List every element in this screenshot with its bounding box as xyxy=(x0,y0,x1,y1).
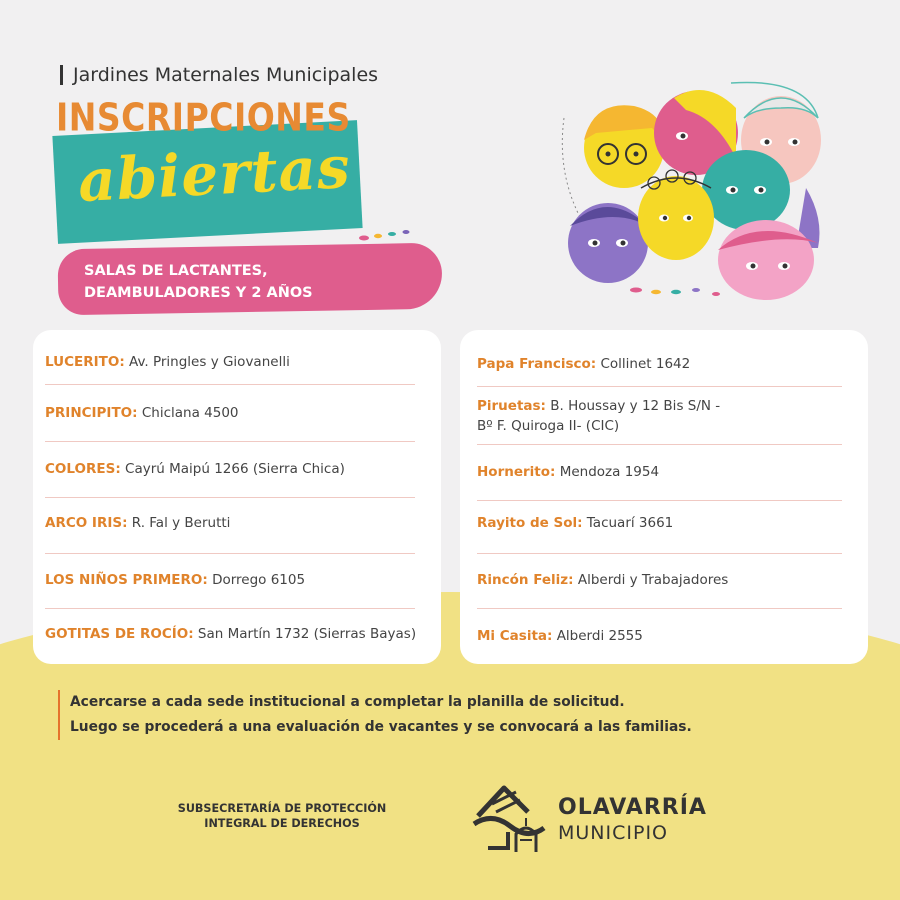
garden-address: B. Houssay y 12 Bis S/N - xyxy=(545,398,721,414)
garden-name: Hornerito: xyxy=(477,464,556,480)
garden-address: San Martín 1732 (Sierras Bayas) xyxy=(193,626,417,642)
subsecretaria-line-1: SUBSECRETARÍA DE PROTECCIÓN xyxy=(177,802,387,815)
subtitle-line-1: SALAS DE LACTANTES, xyxy=(84,263,268,279)
garden-address: Tacuarí 3661 xyxy=(582,515,674,531)
olavarria-logo-icon xyxy=(470,782,550,858)
note-line-2: Luego se procederá a una evaluación de vacantes y se convocará a las familias. xyxy=(70,719,692,735)
logo-name: OLAVARRÍA xyxy=(558,795,707,820)
garden-name: Mi Casita: xyxy=(477,628,553,644)
subsecretaria-line-2: INTEGRAL DE DERECHOS xyxy=(204,817,360,830)
list-item xyxy=(477,354,842,387)
list-item xyxy=(45,513,415,554)
garden-name: Papa Francisco: xyxy=(477,356,597,372)
garden-address: Av. Pringles y Giovanelli xyxy=(124,354,290,370)
garden-name: ARCO IRIS: xyxy=(45,515,128,531)
garden-name: LUCERITO: xyxy=(45,354,125,370)
garden-address: Alberdi y Trabajadores xyxy=(573,572,729,588)
garden-address: Chiclana 4500 xyxy=(137,405,239,421)
title-abiertas: abiertas xyxy=(76,132,353,216)
instructions-note xyxy=(58,690,692,740)
garden-name: PRINCIPITO: xyxy=(45,405,138,421)
garden-address: Alberdi 2555 xyxy=(552,628,643,644)
subsecretaria-label xyxy=(160,801,404,831)
kicker-bar xyxy=(60,65,63,85)
garden-address: Collinet 1642 xyxy=(596,356,691,372)
kicker xyxy=(60,64,378,86)
garden-name: LOS NIÑOS PRIMERO: xyxy=(45,572,208,588)
list-item xyxy=(45,570,415,609)
garden-name: Rincón Feliz: xyxy=(477,572,574,588)
list-item xyxy=(45,459,415,498)
card-left xyxy=(33,330,441,664)
list-item xyxy=(45,352,415,385)
garden-name: Rayito de Sol: xyxy=(477,515,583,531)
list-item xyxy=(45,403,415,442)
kicker-text: Jardines Maternales Municipales xyxy=(73,64,379,86)
garden-address: Dorrego 6105 xyxy=(207,572,306,588)
list-item xyxy=(45,624,435,644)
garden-name: GOTITAS DE ROCÍO: xyxy=(45,626,194,642)
title-inscripciones: INSCRIPCIONES xyxy=(56,95,351,140)
garden-name: COLORES: xyxy=(45,461,121,477)
note-line-1: Acercarse a cada sede institucional a completar la planilla de solicitud. xyxy=(70,694,625,710)
garden-address-line-2: Bº F. Quiroga II- (CIC) xyxy=(477,418,620,434)
card-right xyxy=(460,330,868,664)
children-faces-illustration xyxy=(556,78,826,303)
garden-name: Piruetas: xyxy=(477,398,546,414)
list-item xyxy=(477,626,842,646)
list-item xyxy=(477,462,842,501)
garden-address: R. Fal y Berutti xyxy=(127,515,231,531)
logo-subname: MUNICIPIO xyxy=(558,822,669,844)
garden-address: Mendoza 1954 xyxy=(555,464,660,480)
subtitle-line-2: DEAMBULADORES Y 2 AÑOS xyxy=(84,285,313,301)
subtitle xyxy=(84,260,313,304)
list-item xyxy=(477,396,842,445)
list-item xyxy=(477,570,842,609)
garden-address: Cayrú Maipú 1266 (Sierra Chica) xyxy=(120,461,345,477)
list-item xyxy=(477,513,842,554)
decor-dots-icon xyxy=(356,224,426,244)
